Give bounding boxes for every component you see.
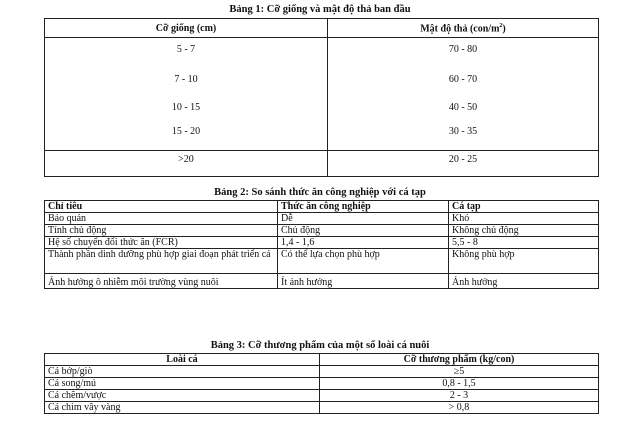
table-cell: Không phù hợp	[449, 249, 599, 274]
table-cell: 15 - 20	[45, 126, 328, 151]
header-cell: Chỉ tiêu	[45, 201, 278, 213]
table-cell: Tính chủ động	[45, 225, 278, 237]
table-row	[45, 249, 599, 274]
table-cell: Cá song/mú	[45, 378, 320, 390]
header-cell: Loài cá	[45, 354, 320, 366]
table-row	[45, 100, 599, 126]
table3	[44, 353, 599, 414]
table-cell: 5,5 - 8	[449, 237, 599, 249]
table-cell: Hệ số chuyển đổi thức ăn (FCR)	[45, 237, 278, 249]
table-cell: 40 - 50	[328, 100, 599, 126]
header-cell: Cá tạp	[449, 201, 599, 213]
table-row	[45, 151, 599, 177]
table3-caption: Bảng 3: Cỡ thương phẩm của một số loài cá nuôi	[210, 340, 430, 351]
table-row	[45, 225, 599, 237]
header-cell: Mật độ thả $(con/m^2)$	[328, 19, 599, 38]
table-cell: Cá chim vây vàng	[45, 402, 320, 414]
header-cell: Cỡ giống (cm)	[45, 19, 328, 38]
table-cell: 30 - 35	[328, 126, 599, 151]
table-cell: Chủ động	[278, 225, 449, 237]
table-header-row	[45, 354, 599, 366]
table-header-row	[45, 201, 599, 213]
table-row	[45, 38, 599, 71]
table-row	[45, 213, 599, 225]
table-cell: 7 - 10	[45, 70, 328, 100]
table-cell: Dễ	[278, 213, 449, 225]
table-row	[45, 126, 599, 151]
table-cell: Có thể lựa chọn phù hợp	[278, 249, 449, 274]
table-cell: 20 - 25	[328, 151, 599, 177]
table-cell: Bảo quản	[45, 213, 278, 225]
header-cell: Cỡ thương phẩm (kg/con)	[320, 354, 599, 366]
table-cell: Cá bớp/giò	[45, 366, 320, 378]
table1-caption: Bảng 1: Cỡ giống và mật độ thả ban đầu	[229, 4, 411, 15]
table2-caption: Bảng 2: So sánh thức ăn công nghiệp với cá tạp	[214, 187, 426, 198]
table-cell: 1,4 - 1,6	[278, 237, 449, 249]
table-row	[45, 402, 599, 414]
table-header-row	[45, 19, 599, 38]
table2	[44, 200, 599, 289]
table-cell: Không chủ động	[449, 225, 599, 237]
table-cell: 0,8 - 1,5	[320, 378, 599, 390]
table-cell: Ảnh hưởng ô nhiễm môi trường vùng nuôi	[45, 274, 278, 289]
table-cell: Khó	[449, 213, 599, 225]
table-cell: ≥5	[320, 366, 599, 378]
table-row	[45, 390, 599, 402]
table-cell: > 0,8	[320, 402, 599, 414]
table-cell: 5 - 7	[45, 38, 328, 71]
table1	[44, 18, 599, 177]
header-cell: Thức ăn công nghiệp	[278, 201, 449, 213]
table-row	[45, 366, 599, 378]
table-cell: Ít ảnh hưởng	[278, 274, 449, 289]
table-row	[45, 70, 599, 100]
table-cell: >20	[45, 151, 328, 177]
table-cell: 70 - 80	[328, 38, 599, 71]
table-cell: Cá chẽm/vược	[45, 390, 320, 402]
table-cell: Ảnh hưởng	[449, 274, 599, 289]
table-cell: 60 - 70	[328, 70, 599, 100]
table-cell: 2 - 3	[320, 390, 599, 402]
table-row	[45, 274, 599, 289]
table-row	[45, 378, 599, 390]
table-row	[45, 237, 599, 249]
table-cell: 10 - 15	[45, 100, 328, 126]
table-cell: Thành phần dinh dưỡng phù hợp giai đoạn phát triển cá	[45, 249, 278, 274]
